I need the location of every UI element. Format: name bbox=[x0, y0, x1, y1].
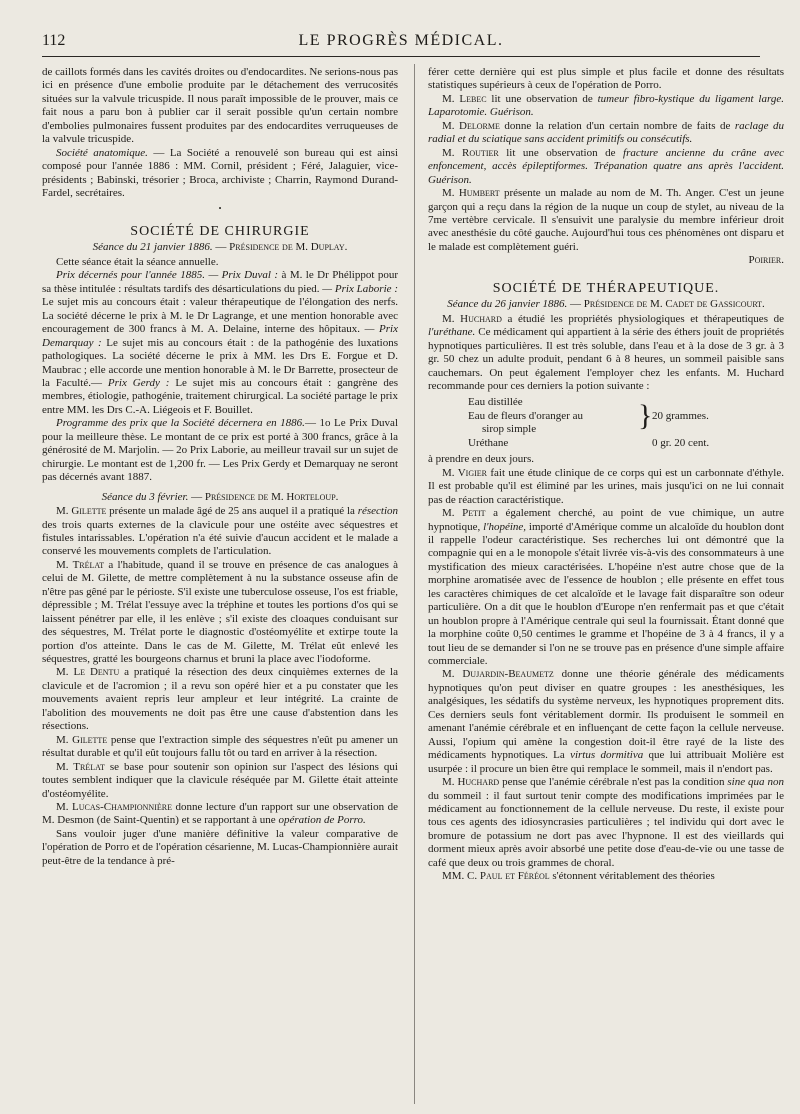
paragraph bbox=[42, 666, 398, 733]
paragraph-text: donne une théorie générale des médicaments hypnotiques qu'on peut diviser en quatre groupes : les anesthésiques, les analgésiques, les sédatifs du système nerveux, les hypnotiques proprement dits. Ces derniers seuls font véritablement dormir. Ils produisent le sommeil en amenant l'anémie cérébrale et en influençant de cette façon la cellule nerveuse. Aussi, l'opium qui amène la congestion doit-il être rayé de la liste des médicaments hypnotiques. La bbox=[428, 668, 784, 762]
session-line bbox=[428, 298, 784, 311]
prize-name: — Prix Laborie : bbox=[322, 282, 398, 295]
paragraph bbox=[428, 870, 784, 883]
prize-name: Prix Gerdy : bbox=[101, 376, 170, 389]
paragraph bbox=[42, 801, 398, 828]
paragraph bbox=[42, 734, 398, 761]
formula-bracket: } bbox=[638, 399, 653, 433]
paragraph-text: a pratiqué la résection des deux cinquièmes externes de la clavicule et de l'acromion ; il a revu son opéré hier et a pu constater que les mouvements avaient repris leur ampleur et leur intégrité. La crainte de l'abolition des mouvements ne doit pas être une cause d'abstention dans les résections. bbox=[42, 666, 398, 733]
paragraph-text: Le sujet mis au concours était : de la pathogénie des luxations pathologiques. La société décerne le prix à MM. les Drs E. Forgue et D. Maubrac ; elle accorde une mention honorable à M. le Dr Barrette, prosecteur de la Faculté.— bbox=[42, 336, 398, 389]
paragraph-text: lit une observation de bbox=[498, 146, 624, 159]
paragraph bbox=[42, 559, 398, 667]
paragraph: Sans vouloir juger d'une manière définitive la valeur comparative de l'opération de Porro et de l'opération césarienne, M. Lucas-Championnière aurait peut-être de la tendance à pré- bbox=[42, 827, 398, 867]
speaker-name: M. Trélat bbox=[56, 760, 105, 773]
session-president: — Présidence de M. Cadet de Gassicourt. bbox=[567, 298, 765, 311]
paragraph bbox=[42, 761, 398, 801]
speaker-name: M. Routier bbox=[442, 146, 499, 159]
paragraph bbox=[428, 147, 784, 187]
prize-name: — Prix Demarquay : bbox=[42, 323, 398, 349]
paragraph-text: fait une étude clinique de ce corps qui est un carbonnate d'éthyle. Il est probable qu'il est éliminé par les urines, mais jusqu'ici on ne lui connait pas de réaction caractéristique. bbox=[428, 466, 784, 506]
emphasis: résection bbox=[357, 505, 398, 518]
formula-quantity: 0 gr. 20 cent. bbox=[652, 436, 710, 449]
formula-ingredient: sirop simple bbox=[482, 423, 537, 436]
paragraph-text: a l'habitude, quand il se trouve en présence de cas analogues à celui de M. Gilette, de mettre complètement à nu la substance osseuse afin de n'être pas gêné par le périoste. S'il existe une tuberculose osseuse, l'os est friable, dépressible ; M. Trélat l'essuye avec la tréphine et toutes les portions d'os qui se laissent pénétrer par elle, il les enlève ; s'il existe des cloaques conduisant sur des séquestres, M. Trélat porte le diagnostic d'ostéomyélite et extirpe toute la portion d'os atteinte. Dans le cas de M. Gilette, M. Trélat eût enlevé les séquestres, gratté les bourgeons charnus et bruni la place avec l'iodoforme. bbox=[42, 558, 398, 666]
society-name: Société anatomique. bbox=[56, 146, 148, 159]
paragraph-text: — 1o Le Prix Duval pour la meilleure thèse. Le montant de ce prix est porté à 300 francs, grâce à la générosité de M. Marjolin. — 2o Prix Laborie, au meilleur travail sur un sujet de chirurgie. Le montant est de 1,200 fr. — Les Prix Gerdy et Demarquay ne seront pas décernés avant 1887. bbox=[42, 417, 398, 484]
session-president: — Présidence de M. Duplay. bbox=[212, 241, 348, 254]
speaker-name: M. Vigier bbox=[442, 466, 487, 479]
paragraph bbox=[428, 313, 784, 394]
emphasis: opération de Porro. bbox=[278, 814, 366, 827]
session-president: — Présidence de M. Horteloup. bbox=[188, 490, 339, 503]
speaker-name: M. Gilette bbox=[56, 505, 107, 518]
session-line bbox=[42, 241, 398, 254]
paragraph bbox=[42, 505, 398, 559]
paragraph-text: présente un malade au nom de M. Th. Anger. C'est un jeune garçon qui a reçu dans la région de la nuque un coup de stylet, au niveau de la 7me vertèbre cervicale. Il s'ensuivit une paralysie du membre inférieur droit avec anesthésie du côté gauche. Aujourd'hui tous ces phénomènes ont disparu et le malade est complètement guéri. bbox=[428, 187, 784, 253]
paragraph-text: a également cherché, au point de vue chimique, un autre hypnotique, bbox=[428, 507, 784, 533]
speaker-name: M. Petit bbox=[442, 507, 486, 520]
formula-ingredients bbox=[468, 396, 638, 450]
emphasis: fracture ancienne du crâne avec enfoncement, accès épileptiformes. Trépanation quatre ans après l'accident. Guérison. bbox=[428, 146, 784, 186]
speaker-name: M. Le Dentu bbox=[56, 666, 120, 679]
paragraph bbox=[428, 120, 784, 147]
paragraph: de caillots formés dans les cavités droites ou d'endocardites. Ne serions-nous pas ici en présence d'une embolie produite par le détachement des verrucosités situées sur la valvule tricuspide. Il nous paraît impossible de le prouver, mais ce fait nous a paru bon à publier car il serait possible qu'un certain nombre d'embolies pulmonaires fussent produites par des endocardites verruqueuses de la valvule tricuspide. bbox=[42, 66, 398, 146]
speaker-name: M. Delorme bbox=[442, 119, 500, 132]
paragraph bbox=[428, 776, 784, 870]
paragraph-text: du sommeil : il faut surtout tenir compte des modifications imprimées par le médicament au fonctionnement de la cellule nerveuse. Du reste, il existe pour tous ces agents des idiosyncrasies particulières ; tel individu qui dort avec le bromure de potassium ne dort pas avec l'hypnone. Il est des vieillards qui dorment mieux après avoir absorbé une petite dose d'eau-de-vie ou une tasse de café que deux ou trois grammes de choral. bbox=[428, 789, 784, 869]
speaker-name: M. Huchard bbox=[442, 312, 502, 325]
paragraph bbox=[42, 147, 398, 201]
journal-title: LE PROGRÈS MÉDICAL. bbox=[298, 32, 504, 49]
emphasis: virtus dormitiva bbox=[570, 749, 644, 762]
emphasis: l'uréthane. bbox=[428, 326, 476, 339]
speaker-name: M. Humbert bbox=[442, 187, 500, 200]
section-title: SOCIÉTÉ DE CHIRURGIE bbox=[130, 223, 310, 239]
section-title: SOCIÉTÉ DE THÉRAPEUTIQUE. bbox=[492, 280, 720, 296]
paragraph-text: à M. le Dr Phélippot pour sa thèse intitulée : résultats tardifs des désarticulations du pied. bbox=[42, 269, 398, 295]
paragraph: férer cette dernière qui est plus simple et plus facile et donne des résultats statistiques supérieurs à ceux de l'opération de Porro. bbox=[428, 66, 784, 92]
paragraph-text: s'étonnent véritablement des théories bbox=[549, 870, 715, 883]
speaker-name: M. Dujardin-Beaumetz bbox=[442, 668, 554, 681]
paragraph-text: Le sujet mis au concours était : gangrène des membres, étiologie, pathogénie, traitement chirurgical. La société partage le prix entre MM. les Drs C.-A. Liégeois et F. Bouillet. bbox=[42, 376, 398, 416]
page-header bbox=[42, 30, 760, 57]
paragraph-text: présente un malade âgé de 25 ans auquel il a pratiqué la bbox=[106, 505, 358, 518]
emphasis: raclage du radial et du sciatique sans accident primitifs ou consécutifs. bbox=[428, 119, 784, 146]
formula-ingredient: Uréthane bbox=[468, 436, 509, 449]
paragraph-text: se base pour soutenir son opinion sur l'aspect des lésions qui toutes semblent indiquer que la clavicule réséquée par M. Gilette était atteinte d'ostéomyélite. bbox=[42, 760, 398, 800]
session-date: Séance du 3 février. bbox=[101, 490, 189, 503]
prize-name: — Prix Duval : bbox=[205, 269, 279, 282]
speaker-name: M. Lebec bbox=[442, 92, 487, 105]
speaker-name: M. Gilette bbox=[56, 733, 108, 746]
paragraph-text: donne lecture d'un rapport sur une observation de M. Desmon (de Saint-Quentin) et se rapportant à une bbox=[42, 801, 398, 827]
paragraph-text: donne la relation d'un certain nombre de faits de bbox=[499, 119, 735, 132]
paragraph-text: pense que l'extraction simple des séquestres n'eût pu amener un résultat durable et qu'il eût toujours fallu tôt ou tard en arriver à la résection. bbox=[42, 733, 398, 760]
emphasis: l'hopéine, bbox=[483, 520, 527, 533]
prize-heading: Prix décernés pour l'année 1885. bbox=[56, 269, 206, 282]
paragraph-text: que lui attribuait Molière est usurpée : il procure un bien être qui remplace le sommeil, mais il n'endort pas. bbox=[428, 749, 784, 775]
paragraph bbox=[428, 467, 784, 507]
speaker-name: MM. C. Paul et Féréol bbox=[442, 870, 550, 883]
author-signature: Poirier. bbox=[748, 254, 784, 267]
session-line bbox=[42, 491, 398, 504]
session-date: Séance du 21 janvier 1886. bbox=[92, 241, 213, 254]
paragraph bbox=[428, 93, 784, 120]
paragraph-text: a étudié les propriétés physiologiques et thérapeutiques de bbox=[501, 312, 784, 325]
paragraph: Cette séance était la séance annuelle. bbox=[56, 255, 219, 268]
separator: • bbox=[218, 203, 222, 213]
page-number: 112 bbox=[42, 32, 66, 49]
emphasis: tumeur fibro-kystique du ligament large. Laparotomie. Guérison. bbox=[428, 92, 784, 119]
formula-ingredient: Eau de fleurs d'oranger au bbox=[468, 409, 583, 422]
emphasis: sine qua non bbox=[727, 776, 784, 789]
right-column bbox=[428, 66, 784, 1106]
paragraph-text: pense que l'anémie cérébrale n'est pas la condition bbox=[499, 776, 728, 789]
formula-ingredient: Eau distillée bbox=[468, 396, 523, 409]
paragraph bbox=[428, 668, 784, 776]
paragraph bbox=[428, 507, 784, 668]
session-date: Séance du 26 janvier 1886. bbox=[447, 298, 568, 311]
paragraph-text: Le sujet mis au concours était : valeur thérapeutique de l'élongation des nerfs. La société décerne le prix à M. le Dr Lagrange, et une mention honorable avec encouragement de 300 francs à M. A. Delaine, interne des hôpitaux. bbox=[42, 296, 398, 336]
paragraph: à prendre en deux jours. bbox=[428, 453, 534, 466]
formula-quantities bbox=[652, 396, 762, 450]
paragraph bbox=[42, 269, 398, 417]
prescription-formula bbox=[468, 396, 784, 450]
program-heading: Programme des prix que la Société décernera en 1886. bbox=[56, 417, 305, 430]
paragraph bbox=[42, 417, 398, 484]
paragraph-text: lit une observation de bbox=[486, 92, 598, 105]
paragraph-text: importé d'Amérique comme un alcaloïde du houblon dont il rappelle l'odeur caractéristique. Ses recherches lui ont démontré que la compagnie qui en a le monopole s'était livrée vis-à-vis des consommateurs à une mystification des mieux caractérisées. L'hopéine n'est autre chose que de la morphine aromatisée avec de l'essence de houblon ; elle présente en effet tous les caractères chimiques de cet alcaloïde et le lavage fait disparaître son odeur particulière. On a dit que le houblon d'Europe n'en renfermait pas et que c'était un houblon propre à l'Amérique centrale qui seul la fournissait. Étant donné que la morphine coûte 0,50 centimes le gramme et l'hopéine de 3 à 4 francs, il y a tout lieu de se demander si l'on ne se trouve pas en présence d'une simple affaire commerciale. bbox=[428, 520, 784, 668]
speaker-name: M. Trélat bbox=[56, 558, 105, 571]
speaker-name: M. Lucas-Championnière bbox=[56, 801, 172, 814]
paragraph-text: Ce médicament qui appartient à la série des éthers jouit de propriétés hypnotiques particulières. Il est très soluble, dans l'eau et à la dose de 3 gr. à 3 gr. 50 chez un adulte produit, pendant 6 à 8 heures, un sommeil paisible sans cauchemars. On peut également l'employer chez les enfants. M. Huchard recommande pour ces derniers la potion suivante : bbox=[428, 326, 784, 392]
paragraph bbox=[428, 187, 784, 254]
paragraph-text: des trois quarts externes de la clavicule pour une ostéite avec séquestres et fistules intarissables. L'opération n'a été suivie d'aucun accident et le malade a conservé les mouvements complets de l'articulation. bbox=[42, 518, 398, 558]
speaker-name: M. Huchard bbox=[442, 776, 500, 789]
formula-quantity: 20 grammes. bbox=[652, 409, 709, 422]
paragraph-text: — La Société a renouvelé son bureau qui est ainsi composé pour l'année 1886 : MM. Cornil, président ; Féré, Jalaguier, vice-présidents ; Babinski, trésorier ; Broca, archiviste ; Charrin, Raymond Durand-Fardel, secrétaires. bbox=[42, 146, 398, 200]
column-divider bbox=[414, 64, 415, 1104]
left-column bbox=[42, 66, 398, 1106]
